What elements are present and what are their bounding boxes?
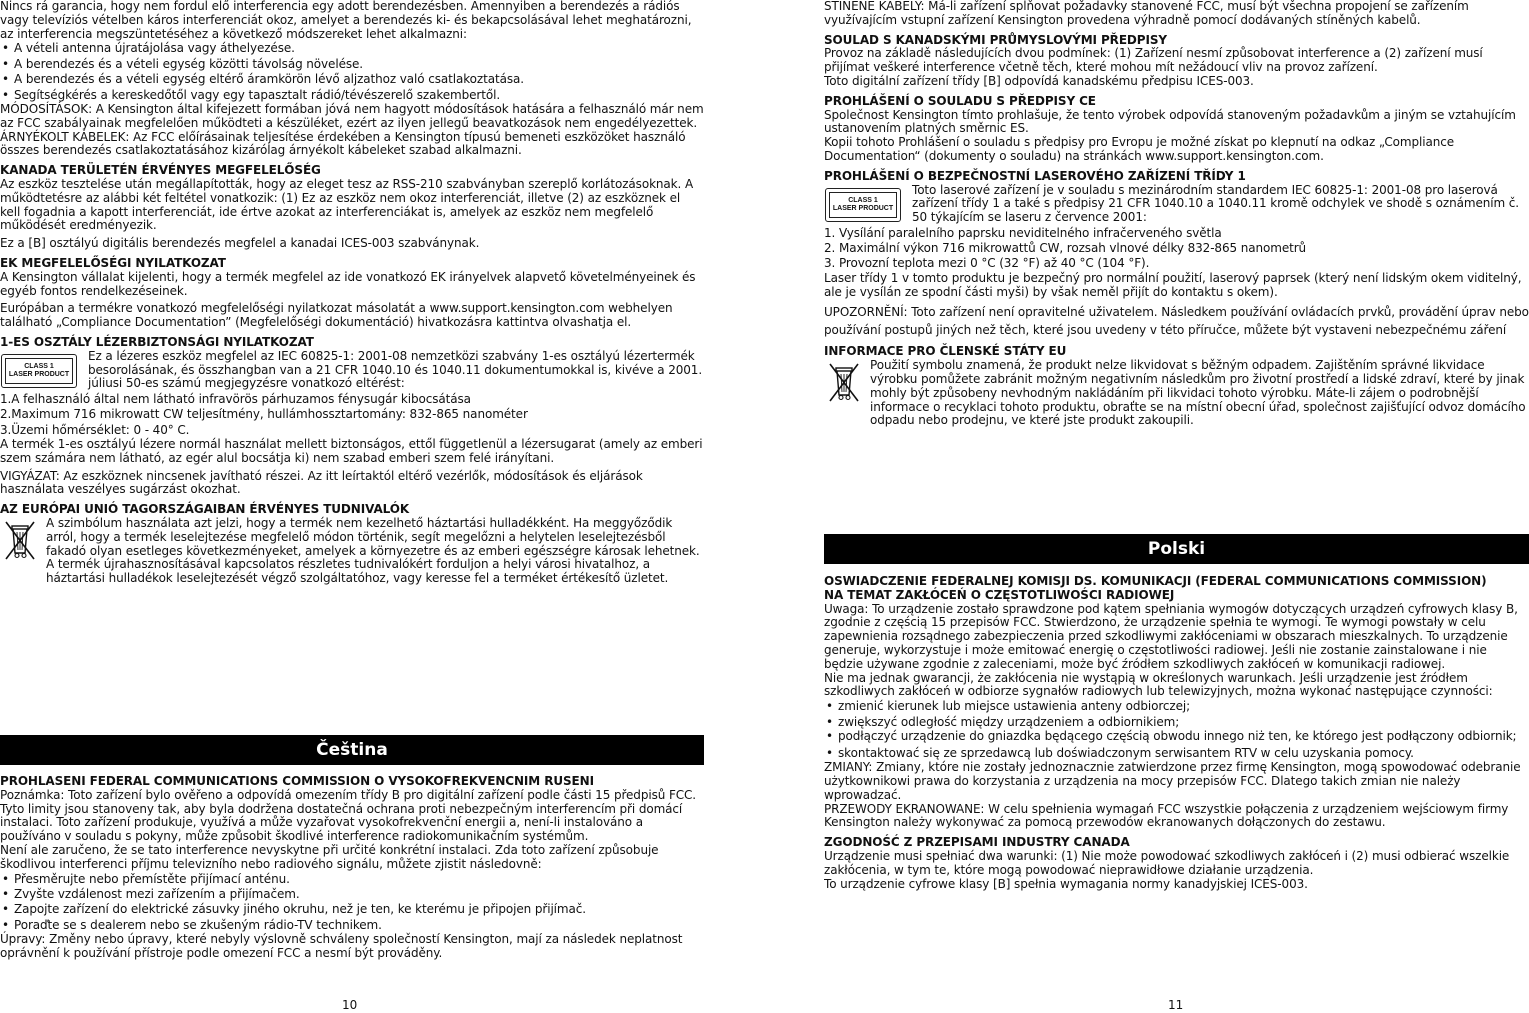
intro-paragraph: Nincs rá garancia, hogy nem fordul elő interferencia egy adott berendezésben. Amennyiben a berendezés a rádiós vagy televíziós vételben káros interferenciát okoz, amelyet a berendezés ki- és bekapcsolásával lehet meghatározni, az interferencia megszüntetéséhez a következő módszereket lehet alkalmazni:: [0, 0, 692, 41]
left-page-column: [0, 0, 704, 586]
list-item: 3. Provozní teplota mezi 0 °C (32 °F) až 40 °C (104 °F).: [824, 256, 1150, 271]
section-banner-czech: Čeština: [0, 735, 704, 765]
cz-laser-heading: PROHLÁŠENÍ O BEZPEČNOSTNÍ LASEROVÉHO ZAŘÍZENÍ TŘÍDY 1: [824, 168, 1246, 183]
pl-shielded: PRZEWODY EKRANOWANE: W celu spełnienia wymagań FCC wszystkie połączenia z urządzeniem wejściowym firmy Kensington należy wykonywać za pomocą przewodów ekranowanych dołączonych do zestawu.: [824, 801, 1509, 830]
list-item: • Zapojte zařízení do elektrické zásuvky jiného okruhu, než je ten, ke kterému je připojen přijímač.: [14, 902, 704, 917]
laser-label-line2: LASER PRODUCT: [8, 370, 70, 378]
class1-laser-label-icon: [825, 188, 901, 222]
list-item: 1.A felhasználó által nem látható infravörös párhuzamos fénysugár kibocsátása: [0, 391, 471, 406]
hu-eu-heading: AZ EURÓPAI UNIÓ TAGORSZÁGAIBAN ÉRVÉNYES TUDNIVALÓK: [0, 502, 410, 517]
hu-eu-body: A szimbólum használata azt jelzi, hogy a termék nem kezelhető háztartási hulladékként. Ha meggyőződik arról, hogy a termék leselejtezése megfelelő módon történik, segít megelőzni a helytelen leselejtezésből fakadó olyan esetleges következményeket, amelyek a környezetre és az emberi egészségre károsak lehetnek. A termék újrahasznosításával kapcsolatos részletes tudnivalókért forduljon a helyi városi hivatalhoz, a háztartási hulladékok leselejtezését végző szolgáltatóhoz, vagy keresse fel a terméket értékesítő üzletet.: [46, 515, 700, 586]
list-item: 3.Üzemi hőmérséklet: 0 - 40° C.: [0, 422, 190, 437]
list-item: • A berendezés és a vételi egység eltérő áramkörön lévő aljzathoz való csatlakoztatása.: [14, 72, 704, 87]
section-banner-polish: Polski: [824, 534, 1529, 564]
cz-laser-list: [824, 226, 1529, 272]
list-item: • A berendezés és a vételi egység közötti távolság növelése.: [14, 57, 704, 72]
hu-canada-body: Az eszköz tesztelése után megállapították, hogy az eleget tesz az RSS-210 szabványban szereplő korlátozásoknak. A működtetésre az alábbi két feltétel vonatkozik: (1) Ez az eszköz nem okoz interferenciát, illetve (2) az eszköznek el kell fogadnia a kapott interferenciát, ide értve azokat az interferenciákat is, amelyek az eszköz nem megfelelő működését eredményezik.: [0, 177, 694, 233]
cz-ce-heading: PROHLÁŠENÍ O SOULADU S PŘEDPISY CE: [824, 93, 1096, 108]
cz-laser-intro: Toto laserové zařízení je v souladu s mezinárodním standardem IEC 60825-1: 2001-08 pro laserová zařízení třídy 1 a také s předpisy 21 CFR 1040.10 a 1040.11 kromě odchylek ve shodě s oznámením č. 50 týkajícím se laseru z července 2001:: [912, 182, 1519, 225]
list-item: • podłączyć urządzenie do gniazdka będącego częścią obwodu innego niż ten, ke którego jest podłączony odbiornik;: [838, 730, 1529, 744]
cz-eu-heading: INFORMACE PRO ČLENSKÉ STÁTY EU: [824, 344, 1067, 359]
list-item: • zwiększyć odległość między urządzeniem a odbiornikiem;: [838, 715, 1529, 730]
hu-ek-body: A Kensington vállalat kijelenti, hogy a termék megfelel az ide vonatkozó EK irányelvek alapvető követelményeinek és egyéb fontos rendelkezéseinek.: [0, 269, 696, 298]
cz-eu-body: Použití symbolu znamená, že produkt nelze likvidovat s běžným odpadem. Zajištěním správné likvidace výrobku pomůžete zabránit možným negativním následkům pro životní prostředí a lidské zdraví, které by jinak mohly být způsobeny nevhodným nakládáním při likvidaci tohoto výrobku. Máte-li zájem o podrobnější informace o recyklaci tohoto produktu, obraťte se na místní obecní úřad, společnost zajišťující odvoz domácího odpadu nebo prodejnu, ve které jste produkt zakoupili.: [870, 358, 1526, 428]
page-number-left: 10: [342, 998, 358, 1012]
list-item: 2. Maximální výkon 716 mikrowattů CW, rozsah vlnové délky 832-865 nanometrů: [824, 240, 1307, 255]
hu-ek-body-2: Európában a termékre vonatkozó megfelelőségi nyilatkozat másolatát a www.support.kensington.com webhelyen található „Compliance Documentation” (Megfelelőségi dokumentáció) hivatkozásra kattintva olvashatja el.: [0, 301, 673, 330]
hu-laser-warning: VIGYÁZAT: Az eszköznek nincsenek javítható részei. Az itt leírtaktól eltérő vezérlők, módosítások és eljárások használata veszélyes sugárzást okozhat.: [0, 468, 643, 497]
hu-ek-heading: EK MEGFELELŐSÉGI NYILATKOZAT: [0, 255, 226, 270]
cz-eu-group: [824, 359, 1529, 428]
pl-fcc-heading-2: NA TEMAT ZAKŁÓCEŃ O CZĘSTOTLIWOŚCI RADIOWEJ: [824, 587, 1175, 602]
cz-ce-body-2: Kopii tohoto Prohlášení o souladu s předpisy pro Evropu je možné získat po klepnutí na odkaz „Compliance Documentation“ (dokumenty o souladu) na stránkách www.support.kensington.com.: [824, 135, 1455, 163]
pl-remedies-list: [824, 699, 1529, 761]
interference-remedies-list: [0, 41, 704, 103]
list-item: 2.Maximum 716 mikrowatt CW teljesítmény, hullámhossztartomány: 832-865 nanométer: [0, 407, 528, 422]
cz-canada-heading: SOULAD S KANADSKÝMI PRŮMYSLOVÝMI PŘEDPISY: [824, 32, 1167, 47]
list-item: • Přesměrujte nebo přemístěte přijímací anténu.: [14, 872, 704, 887]
crossed-bin-icon: [0, 517, 40, 561]
hu-laser-intro-group: [0, 350, 704, 392]
hu-laser-list: [0, 392, 704, 438]
cz-laser-intro-group: [824, 184, 1529, 226]
page-number-right: 11: [1168, 998, 1184, 1012]
cz-canada-body: Provoz na základě následujících dvou podmínek: (1) Zařízení nesmí způsobovat interference a (2) zařízení musí přijímat veškeré interference včetně těch, které mohou mít nežádoucí vliv na provoz zařízení.: [824, 46, 1483, 75]
crossed-bin-icon: [824, 359, 864, 403]
hu-laser-intro: Ez a lézeres eszköz megfelel az IEC 60825-1: 2001-08 nemzetközi szabvány 1-es osztályú lézertermék besorolásának, és összhangban van a 21 CFR 1040.10 és 1040.11 dokumentumokkal is, kivéve a 2001. júliusi 50-es számú megjegyzésre vonatkozó eltérést:: [88, 348, 703, 391]
list-item: 1. Vysílání paralelního paprsku neviditelného infračerveného světla: [824, 225, 1222, 240]
cz-shielded-cables: STÍNĚNÉ KABELY: Má-li zařízení splňovat požadavky stanovené FCC, musí být všechna propojení se zařízením využívajícím vstupní zařízení Kensington provedena výhradně pomocí dodávaných stíněných kabelů.: [824, 0, 1469, 27]
cz-fcc-heading: PROHLÁŠENÍ FEDERAL COMMUNICATIONS COMMISSION O VYSOKOFREKVENČNÍM RUŠENÍ: [0, 775, 594, 788]
hu-laser-heading: 1-ES OSZTÁLY LÉZERBIZTONSÁGI NYILATKOZAT: [0, 334, 314, 349]
list-item: • Segítségkérés a kereskedőtől vagy egy tapasztalt rádió/tévészerelő szakembertől.: [14, 88, 704, 103]
hu-ices-paragraph: Ez a [B] osztályú digitális berendezés megfelel a kanadai ICES-003 szabványnak.: [0, 236, 480, 251]
right-page-column: [824, 0, 1529, 428]
list-item: • skontaktować się ze sprzedawcą lub doświadczonym serwisantem RTV w celu uzyskania pomocy.: [838, 746, 1529, 761]
shielded-cables-paragraph: ÁRNYÉKOLT KÁBELEK: Az FCC előírásainak teljesítése érdekében a Kensington típusú bemeneti eszközöket használó összes berendezés csatlakoztatásához kizárólag árnyékolt kábeleket szabad alkalmazni.: [0, 129, 686, 158]
class1-laser-label-icon: [1, 354, 77, 388]
cz-laser-body: Laser třídy 1 v tomto produktu je bezpečný pro normální použití, laserový paprsek (který není lidským okem viditelný, ale je vysílán ze spodní části myši) by však neměl přijít do kontaktu s okem).: [824, 270, 1522, 299]
pl-fcc-heading: OŚWIADCZENIE FEDERALNEJ KOMISJI DS. KOMUNIKACJI (FEDERAL COMMUNICATIONS COMMISSION): [824, 575, 1487, 588]
list-item: • A vételi antenna újratájolása vagy áthelyezése.: [14, 41, 704, 56]
cz-fcc-body-2: Není ale zaručeno, že se tato interference nevyskytne při určité konkrétní instalaci. Zda toto zařízení způsobuje škodlivou interferenci příjmu televizního nebo radiového signálu, můžete zjistit následovně:: [0, 842, 659, 871]
cz-modifications: Úpravy: Změny nebo úpravy, které nebyly výslovně schváleny společností Kensington, mají za následek neplatnost oprávnění k používání přístroje podle omezení FCC a nesmí být prováděny.: [0, 932, 683, 960]
pl-fcc-body-2: Nie ma jednak gwarancji, że zakłócenia nie wystąpią w określonych warunkach. Jeśli urządzenie jest źródłem szkodliwych zakłóceń w odbiorze sygnałów radiowych lub telewizyjnych, można wykonać następujące czynności:: [824, 670, 1493, 699]
laser-label-line1: CLASS 1: [848, 196, 878, 204]
cz-fcc-body: Poznámka: Toto zařízení bylo ověřeno a odpovídá omezením třídy B pro digitální zařízení podle části 15 předpisů FCC. Tyto limity jsou stanoveny tak, aby byla dodržena dostatečná ochrana proti nebezpečným interferencím při domácí instalaci. Toto zařízení produkuje, využívá a může vyzařovat vysokofrekvenční energii a, není-li instalováno a používáno v souladu s pokyny, může způsobit škodlivé interference radiokomunikačním systémům.: [0, 787, 697, 844]
pl-canada-body: Urządzenie musi spełniać dwa warunki: (1) Nie może powodować szkodliwych zakłóceń i (2) musi odbierać wszelkie zakłócenia, w tym te, które mogą powodować nieprawidłowe działanie urządzenia.: [824, 848, 1510, 877]
hu-laser-body: A termék 1-es osztályú lézere normál használat mellett biztonságos, ettől függetlenül a lézersugarat (amely az emberi szem számára nem látható, az egér alul bocsátja ki) nem szabad emberi szem felé irányítani.: [0, 436, 703, 465]
modifications-paragraph: MÓDOSÍTÁSOK: A Kensington által kifejezett formában jóvá nem hagyott módosítások hatására a felhasználó már nem az FCC szabályainak megfelelően működteti a készüléket, ezért az ilyen jellegű beavatkozások nem engedélyezettek.: [0, 102, 704, 130]
list-item: • Zvyšte vzdálenost mezi zařízením a přijímačem.: [14, 887, 704, 902]
list-item: • zmienić kierunek lub miejsce ustawienia anteny odbiorczej;: [838, 699, 1529, 714]
hu-eu-group: [0, 517, 704, 586]
cz-ce-body: Společnost Kensington tímto prohlašuje, že tento výrobek odpovídá stanoveným požadavkům a jiným se vztahujícím ustanovením platných směrnic ES.: [824, 107, 1516, 136]
cz-laser-warning: UPOZORNĚNÍ: Toto zařízení není opravitelné uživatelem. Následkem používání ovládacích prvků, provádění úprav nebo používání postupů jiných než těch, které jsou uvedeny v této příručce, můžete být vystaveni nebezpečnému záření: [824, 305, 1529, 338]
pl-changes: ZMIANY: Zmiany, które nie zostały jednoznacznie zatwierdzone przez firmę Kensington, mogą spowodować odebranie użytkownikowi prawa do korzystania z urządzenia na mocy przepisów FCC. Dlatego takich zmian nie należy wprowadzać.: [824, 760, 1521, 802]
hu-canada-heading: KANADA TERÜLETÉN ÉRVÉNYES MEGFELELŐSÉG: [0, 163, 321, 178]
pl-fcc-body: Uwaga: To urządzenie zostało sprawdzone pod kątem spełniania wymogów dotyczących urządzeń cyfrowych klasy B, zgodnie z częścią 15 przepisów FCC. Stwierdzono, że urządzenie spełnia te wymogi. Te wymogi powstały w celu zapewnienia rozsądnego zabezpieczenia przed szkodliwymi zakłóceniami w obszarach mieszkalnych. To urządzenie generuje, wykorzystuje i może emitować energię o częstotliwości radiowej. Jeśli nie zostanie zainstalowane i nie będzie używane zgodnie z zaleceniami, może być źródłem szkodliwych zakłóceń w komunikacji radiowej.: [824, 601, 1518, 671]
laser-label-line1: CLASS 1: [24, 362, 54, 370]
cz-ices-paragraph: Toto digitální zařízení třídy [B] odpovídá kanadskému předpisu ICES-003.: [824, 73, 1254, 88]
pl-canada-heading: ZGODNOŚĆ Z PRZEPISAMI INDUSTRY CANADA: [824, 835, 1130, 850]
laser-label-line2: LASER PRODUCT: [832, 204, 894, 212]
pl-ices-paragraph: To urządzenie cyfrowe klasy [B] spełnia wymagania normy kanadyjskiej ICES-003.: [824, 876, 1308, 891]
cz-fcc-section: [0, 775, 704, 961]
list-item: • Poraďte se s dealerem nebo se zkušeným rádio-TV technikem.: [14, 918, 704, 933]
pl-section: [824, 575, 1529, 891]
cz-remedies-list: [0, 872, 704, 934]
